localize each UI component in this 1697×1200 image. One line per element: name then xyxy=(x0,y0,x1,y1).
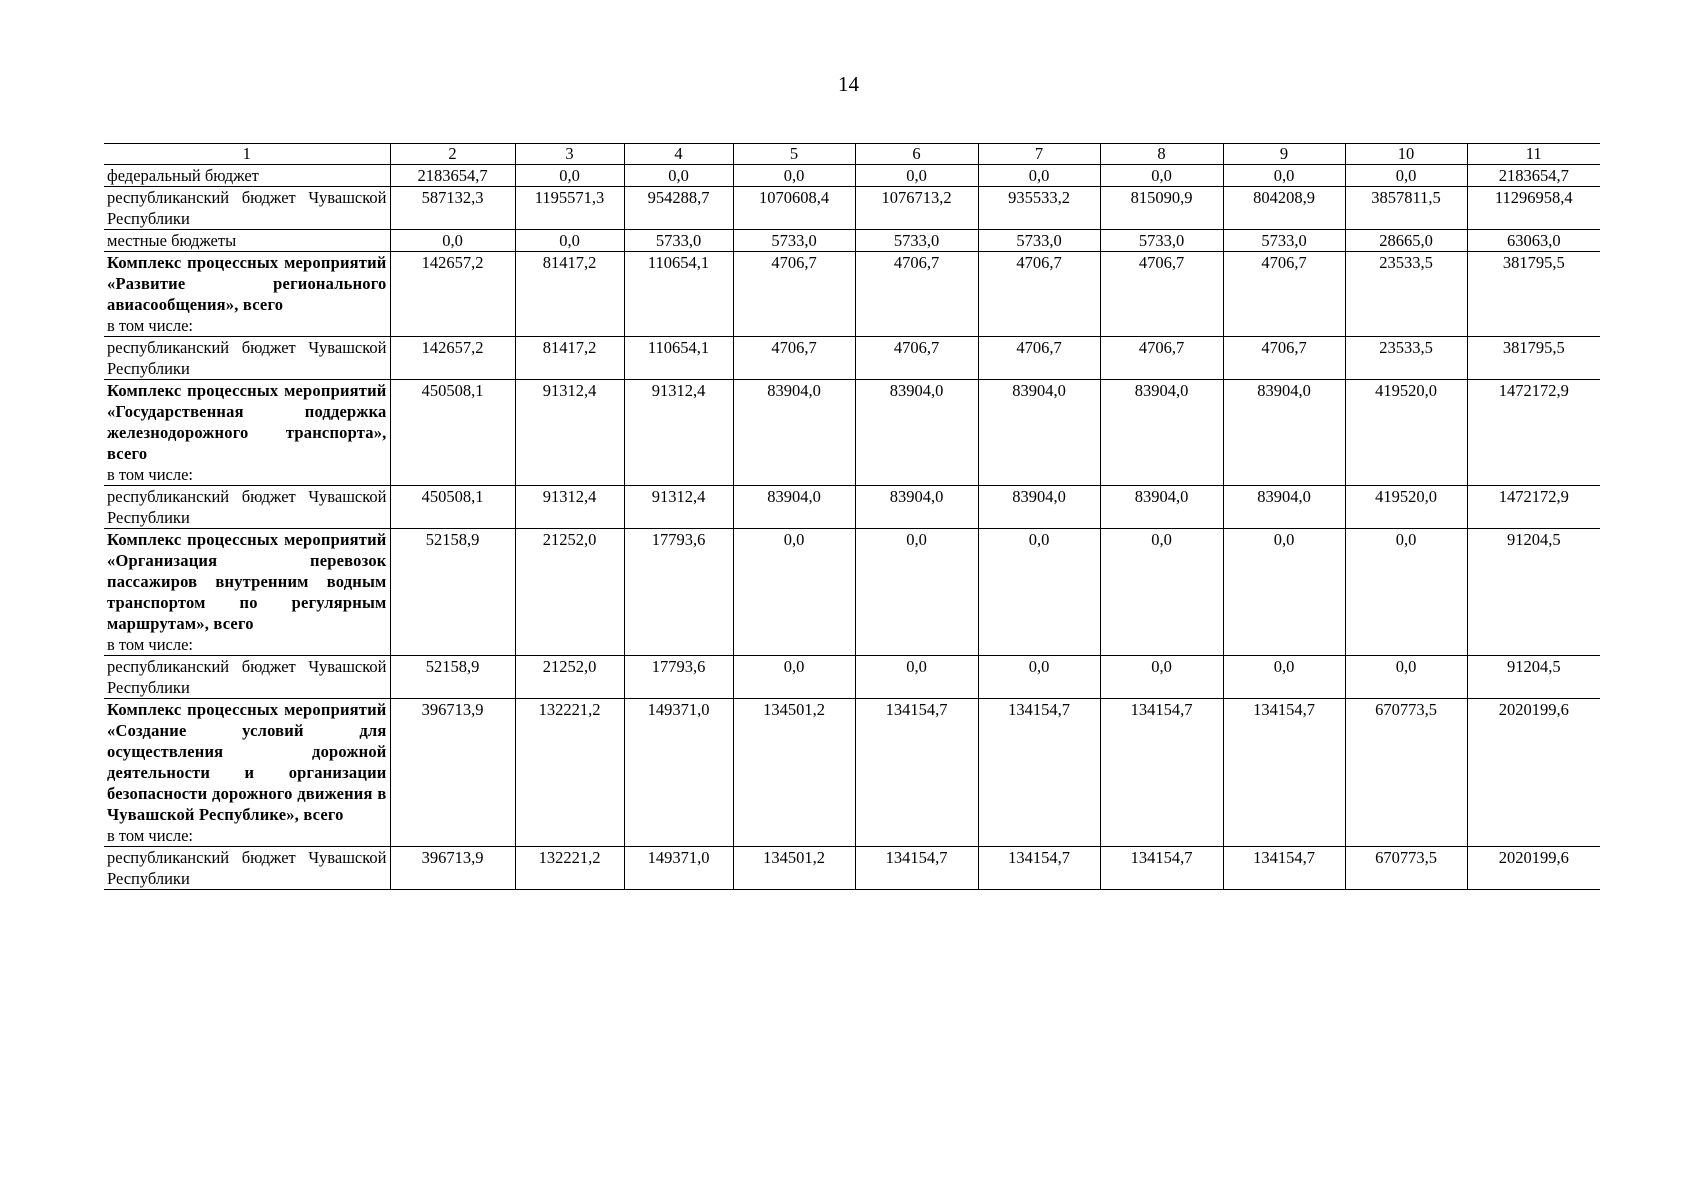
value-cell: 134501,2 xyxy=(733,847,855,890)
value-cell: 0,0 xyxy=(515,230,624,252)
value-cell: 132221,2 xyxy=(515,699,624,847)
value-cell: 5733,0 xyxy=(855,230,978,252)
value-cell: 134154,7 xyxy=(1223,847,1345,890)
value-cell: 0,0 xyxy=(1100,529,1223,656)
value-cell: 28665,0 xyxy=(1345,230,1467,252)
value-cell: 0,0 xyxy=(855,656,978,699)
value-cell: 134154,7 xyxy=(1100,847,1223,890)
value-cell: 132221,2 xyxy=(515,847,624,890)
value-cell: 17793,6 xyxy=(624,656,733,699)
complex-total-row xyxy=(104,380,1600,486)
complex-total-row xyxy=(104,529,1600,656)
budget-source-row xyxy=(104,847,1600,890)
value-cell: 23533,5 xyxy=(1345,252,1467,337)
value-cell: 83904,0 xyxy=(733,486,855,529)
value-cell: 110654,1 xyxy=(624,252,733,337)
column-header-10: 10 xyxy=(1345,144,1467,165)
value-cell: 110654,1 xyxy=(624,337,733,380)
value-cell: 11296958,4 xyxy=(1467,187,1600,230)
value-cell: 4706,7 xyxy=(855,337,978,380)
value-cell: 0,0 xyxy=(1223,529,1345,656)
header-row xyxy=(104,144,1600,165)
value-cell: 83904,0 xyxy=(978,380,1100,486)
value-cell: 5733,0 xyxy=(1100,230,1223,252)
value-cell: 0,0 xyxy=(1100,656,1223,699)
value-cell: 935533,2 xyxy=(978,187,1100,230)
value-cell: 3857811,5 xyxy=(1345,187,1467,230)
value-cell: 4706,7 xyxy=(855,252,978,337)
row-label: федеральный бюджет xyxy=(104,165,390,187)
value-cell: 91312,4 xyxy=(515,486,624,529)
value-cell: 81417,2 xyxy=(515,252,624,337)
value-cell: 0,0 xyxy=(733,656,855,699)
value-cell: 4706,7 xyxy=(978,252,1100,337)
value-cell: 83904,0 xyxy=(1100,486,1223,529)
complex-title: Комплекс процессных мероприятий «Организация перевозок пассажиров внутренним водным транспортом по регулярным маршрутам», всего xyxy=(107,530,387,633)
value-cell: 23533,5 xyxy=(1345,337,1467,380)
value-cell: 1076713,2 xyxy=(855,187,978,230)
value-cell: 21252,0 xyxy=(515,529,624,656)
value-cell: 83904,0 xyxy=(978,486,1100,529)
column-header-1: 1 xyxy=(104,144,390,165)
value-cell: 5733,0 xyxy=(978,230,1100,252)
value-cell: 1472172,9 xyxy=(1467,380,1600,486)
row-label xyxy=(104,699,390,847)
complex-title: Комплекс процессных мероприятий «Создание условий для осуществления дорожной деятельности и организации безопасности дорожного движения в Чувашской Республике», всего xyxy=(107,700,387,824)
value-cell: 91312,4 xyxy=(515,380,624,486)
value-cell: 587132,3 xyxy=(390,187,515,230)
value-cell: 419520,0 xyxy=(1345,380,1467,486)
budget-source-row xyxy=(104,486,1600,529)
value-cell: 91204,5 xyxy=(1467,529,1600,656)
value-cell: 0,0 xyxy=(733,529,855,656)
value-cell: 0,0 xyxy=(978,656,1100,699)
column-header-4: 4 xyxy=(624,144,733,165)
value-cell: 83904,0 xyxy=(1223,486,1345,529)
value-cell: 0,0 xyxy=(1345,656,1467,699)
value-cell: 81417,2 xyxy=(515,337,624,380)
value-cell: 1195571,3 xyxy=(515,187,624,230)
complex-title: Комплекс процессных мероприятий «Развитие регионального авиасообщения», всего xyxy=(107,253,387,314)
value-cell: 670773,5 xyxy=(1345,847,1467,890)
value-cell: 419520,0 xyxy=(1345,486,1467,529)
value-cell: 1070608,4 xyxy=(733,187,855,230)
value-cell: 0,0 xyxy=(1223,165,1345,187)
budget-source-row xyxy=(104,165,1600,187)
value-cell: 0,0 xyxy=(978,165,1100,187)
value-cell: 396713,9 xyxy=(390,699,515,847)
budget-source-row xyxy=(104,187,1600,230)
row-label xyxy=(104,529,390,656)
row-label: республиканский бюджет Чувашской Республики xyxy=(104,486,390,529)
budget-source-row xyxy=(104,337,1600,380)
value-cell: 91204,5 xyxy=(1467,656,1600,699)
value-cell: 0,0 xyxy=(855,529,978,656)
value-cell: 4706,7 xyxy=(1223,337,1345,380)
value-cell: 134501,2 xyxy=(733,699,855,847)
value-cell: 83904,0 xyxy=(1100,380,1223,486)
value-cell: 0,0 xyxy=(1345,529,1467,656)
complex-total-row xyxy=(104,252,1600,337)
page-number: 14 xyxy=(838,72,859,96)
value-cell: 52158,9 xyxy=(390,529,515,656)
value-cell: 954288,7 xyxy=(624,187,733,230)
complex-title: Комплекс процессных мероприятий «Государственная поддержка железнодорожного транспорта», всего xyxy=(107,381,387,463)
column-header-11: 11 xyxy=(1467,144,1600,165)
complex-subtitle: в том числе: xyxy=(107,635,194,654)
value-cell: 142657,2 xyxy=(390,337,515,380)
value-cell: 804208,9 xyxy=(1223,187,1345,230)
value-cell: 83904,0 xyxy=(855,380,978,486)
value-cell: 1472172,9 xyxy=(1467,486,1600,529)
budget-source-row xyxy=(104,230,1600,252)
value-cell: 91312,4 xyxy=(624,380,733,486)
column-header-9: 9 xyxy=(1223,144,1345,165)
column-header-5: 5 xyxy=(733,144,855,165)
value-cell: 149371,0 xyxy=(624,847,733,890)
complex-subtitle: в том числе: xyxy=(107,316,194,335)
value-cell: 5733,0 xyxy=(733,230,855,252)
value-cell: 5733,0 xyxy=(1223,230,1345,252)
value-cell: 4706,7 xyxy=(733,252,855,337)
value-cell: 0,0 xyxy=(390,230,515,252)
value-cell: 142657,2 xyxy=(390,252,515,337)
value-cell: 0,0 xyxy=(1345,165,1467,187)
value-cell: 17793,6 xyxy=(624,529,733,656)
row-label xyxy=(104,252,390,337)
value-cell: 2020199,6 xyxy=(1467,847,1600,890)
budget-source-row xyxy=(104,656,1600,699)
value-cell: 0,0 xyxy=(855,165,978,187)
value-cell: 134154,7 xyxy=(1223,699,1345,847)
value-cell: 670773,5 xyxy=(1345,699,1467,847)
value-cell: 134154,7 xyxy=(978,699,1100,847)
row-label xyxy=(104,380,390,486)
value-cell: 134154,7 xyxy=(855,699,978,847)
complex-subtitle: в том числе: xyxy=(107,465,194,484)
column-header-3: 3 xyxy=(515,144,624,165)
value-cell: 396713,9 xyxy=(390,847,515,890)
value-cell: 4706,7 xyxy=(1223,252,1345,337)
complex-total-row xyxy=(104,699,1600,847)
value-cell: 450508,1 xyxy=(390,486,515,529)
value-cell: 134154,7 xyxy=(1100,699,1223,847)
value-cell: 134154,7 xyxy=(855,847,978,890)
value-cell: 83904,0 xyxy=(733,380,855,486)
value-cell: 4706,7 xyxy=(1100,252,1223,337)
value-cell: 450508,1 xyxy=(390,380,515,486)
row-label: республиканский бюджет Чувашской Республики xyxy=(104,337,390,380)
table-header xyxy=(104,144,1600,165)
row-label: местные бюджеты xyxy=(104,230,390,252)
value-cell: 0,0 xyxy=(1223,656,1345,699)
value-cell: 0,0 xyxy=(515,165,624,187)
value-cell: 2183654,7 xyxy=(390,165,515,187)
value-cell: 0,0 xyxy=(1100,165,1223,187)
value-cell: 4706,7 xyxy=(978,337,1100,380)
value-cell: 134154,7 xyxy=(978,847,1100,890)
value-cell: 149371,0 xyxy=(624,699,733,847)
value-cell: 91312,4 xyxy=(624,486,733,529)
complex-subtitle: в том числе: xyxy=(107,826,194,845)
value-cell: 0,0 xyxy=(624,165,733,187)
value-cell: 2183654,7 xyxy=(1467,165,1600,187)
value-cell: 381795,5 xyxy=(1467,252,1600,337)
column-header-6: 6 xyxy=(855,144,978,165)
value-cell: 21252,0 xyxy=(515,656,624,699)
value-cell: 83904,0 xyxy=(1223,380,1345,486)
value-cell: 381795,5 xyxy=(1467,337,1600,380)
value-cell: 52158,9 xyxy=(390,656,515,699)
column-header-8: 8 xyxy=(1100,144,1223,165)
budget-table xyxy=(104,143,1600,890)
value-cell: 0,0 xyxy=(733,165,855,187)
value-cell: 815090,9 xyxy=(1100,187,1223,230)
row-label: республиканский бюджет Чувашской Республики xyxy=(104,847,390,890)
row-label: республиканский бюджет Чувашской Республики xyxy=(104,187,390,230)
value-cell: 4706,7 xyxy=(1100,337,1223,380)
column-header-7: 7 xyxy=(978,144,1100,165)
value-cell: 2020199,6 xyxy=(1467,699,1600,847)
column-header-2: 2 xyxy=(390,144,515,165)
value-cell: 5733,0 xyxy=(624,230,733,252)
value-cell: 63063,0 xyxy=(1467,230,1600,252)
row-label: республиканский бюджет Чувашской Республики xyxy=(104,656,390,699)
value-cell: 4706,7 xyxy=(733,337,855,380)
value-cell: 83904,0 xyxy=(855,486,978,529)
table-body xyxy=(104,165,1600,890)
value-cell: 0,0 xyxy=(978,529,1100,656)
